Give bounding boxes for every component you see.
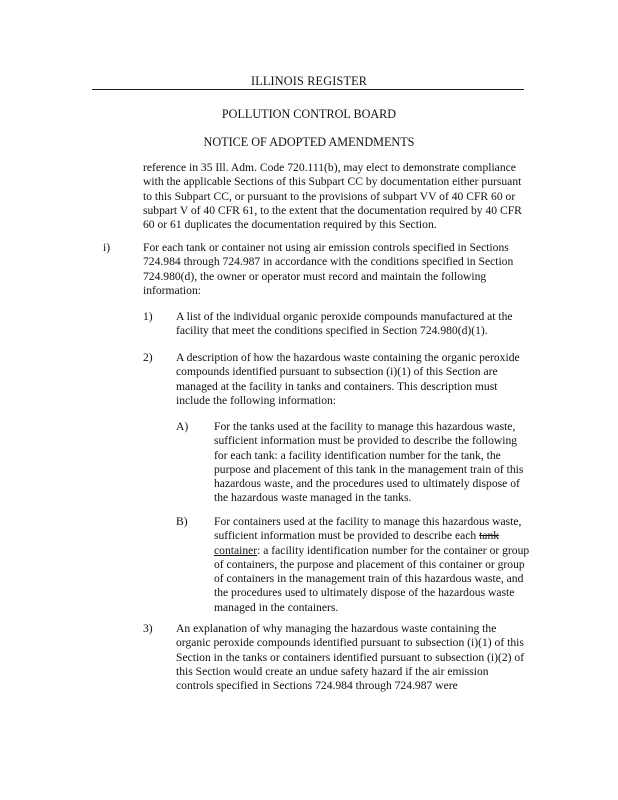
item-i-marker: i) xyxy=(103,241,111,254)
item-A-marker: A) xyxy=(176,420,189,433)
item-B-marker: B) xyxy=(176,515,188,528)
continuation-paragraph: reference in 35 Ill. Adm. Code 720.111(b), may elect to demonstrate compliance with the applicable Sections of this Subpart CC by documentation either pursuant to this Subpart CC, or pursuant to the provisions of subpart VV of 40 CFR 60 or subpart V of 40 CFR 61, to the extent that the documentation required by 40 CFR 60 or 61 duplicates the documentation required by this Section. xyxy=(143,161,522,232)
item-3-text: An explanation of why managing the hazardous waste containing the organic peroxide compounds identified pursuant to subsection (i)(1) of this Section in the tanks or containers identified pursuant to subsection (i)(2) of this Section would create an undue safety hazard if the air emission controls specified in Sections 724.984 through 724.987 were xyxy=(176,622,525,693)
item-B-struck-text: tank xyxy=(479,529,500,543)
item-1-marker: 1) xyxy=(143,310,153,323)
item-B-text-after: : a facility identification number for the container or group of containers, the purpose and placement of this container or group of containers in the management train of this hazardous waste, and the procedures used to ultimately dispose of the hazardous waste managed in the containers. xyxy=(214,543,530,614)
item-B-text xyxy=(214,515,530,615)
item-B-inserted-text: container xyxy=(214,543,258,557)
item-1-text: A list of the individual organic peroxide compounds manufactured at the facility that meet the conditions specified in Section 724.980(d)(1). xyxy=(176,310,513,338)
item-2-marker: 2) xyxy=(143,351,153,364)
item-A-text: For the tanks used at the facility to manage this hazardous waste, sufficient information must be provided to describe the following for each tank: a facility identification number for the tank, the purpose and placement of this tank in the management train of this hazardous waste, and the procedures used to ultimately dispose of the hazardous waste managed in the tanks. xyxy=(214,420,524,505)
item-2-text: A description of how the hazardous waste containing the organic peroxide compounds identified pursuant to subsection (i)(1) of this Section are managed at the facility in tanks and containers. This description must include the following information: xyxy=(176,351,520,407)
item-3-marker: 3) xyxy=(143,622,153,635)
register-header: ILLINOIS REGISTER xyxy=(250,74,368,88)
board-name: POLLUTION CONTROL BOARD xyxy=(221,107,397,121)
item-i-text: For each tank or container not using air emission controls specified in Sections 724.984 through 724.987 in accordance with the conditions specified in Section 724.980(d), the owner or operator must record and maintain the following information: xyxy=(143,241,514,297)
notice-title: NOTICE OF ADOPTED AMENDMENTS xyxy=(203,135,415,149)
header-rule xyxy=(92,89,524,90)
item-B-text-before: For containers used at the facility to manage this hazardous waste, sufficient information must be provided to describe each xyxy=(214,515,522,543)
